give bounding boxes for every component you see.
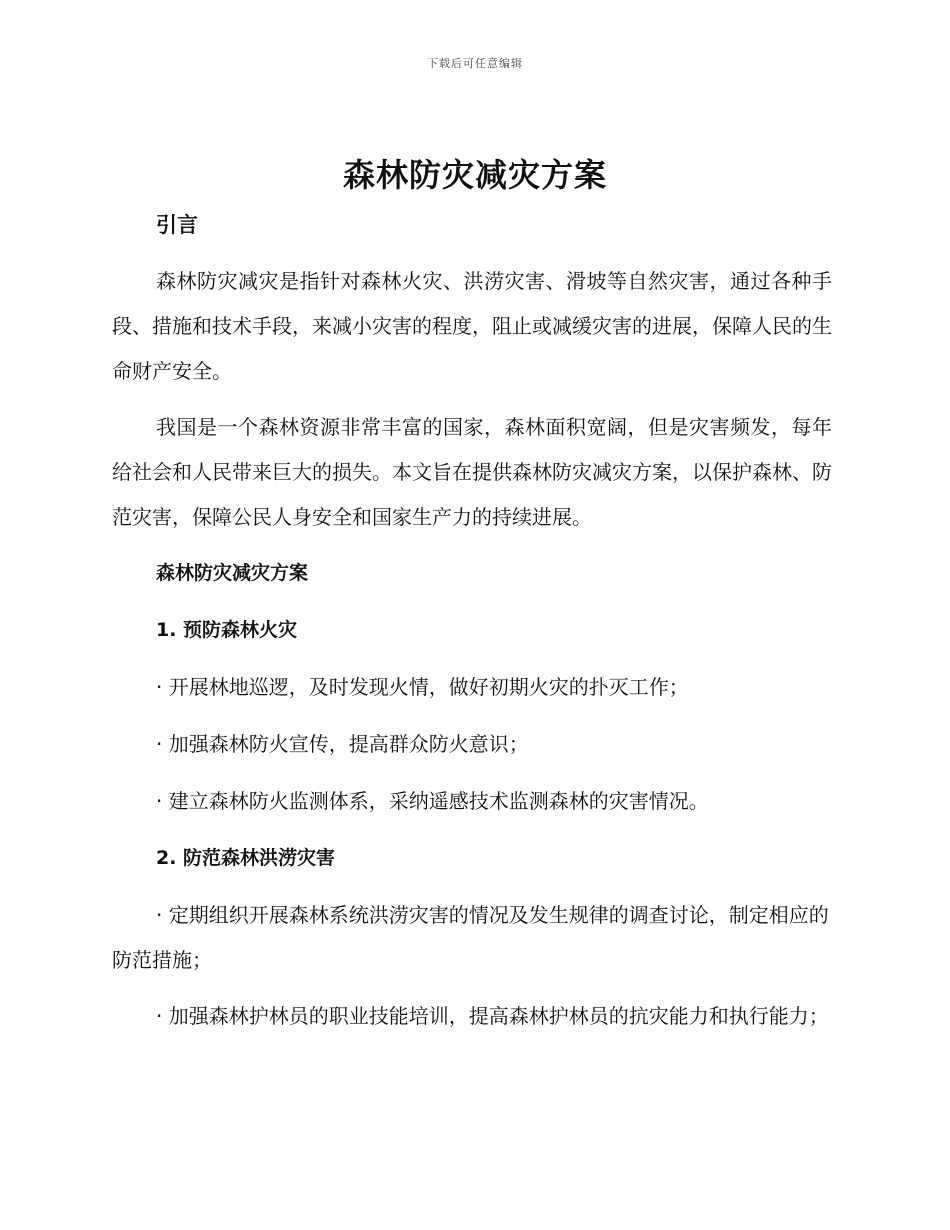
part1-item: · 建立森林防火监测体系，采纳遥感技术监测森林的灾害情况。 (156, 789, 709, 813)
intro-heading: 引言 (156, 213, 198, 237)
intro-paragraph-1: 森林防灾减灾是指针对森林火灾、洪涝灾害、滑坡等自然灾害，通过各种手段、措施和技术手段，来减小灾害的程度，阻止或减缓灾害的进展，保障人民的生命财产安全。 (112, 269, 832, 383)
intro-paragraph-2: 我国是一个森林资源非常丰富的国家，森林面积宽阔，但是灾害频发，每年给社会和人民带来巨大的损失。本文旨在提供森林防灾减灾方案，以保护森林、防范灾害，保障公民人身安全和国家生产力的持续进展。 (112, 415, 832, 529)
part1-item: · 加强森林防火宣传，提高群众防火意识； (156, 732, 529, 756)
header-note: 下载后可任意编辑 (427, 57, 523, 70)
part2-heading: 2. 防范森林洪涝灾害 (156, 847, 336, 869)
document-body (112, 203, 832, 1050)
part2-item: · 定期组织开展森林系统洪涝灾害的情况及发生规律的调查讨论，制定相应的防范措施； (112, 903, 829, 972)
part2-item: · 加强森林护林员的职业技能培训，提高森林护林员的抗灾能力和执行能力； (156, 1004, 829, 1028)
document-title: 森林防灾减灾方案 (342, 156, 607, 194)
part1-heading: 1. 预防森林火灾 (156, 619, 298, 641)
plan-heading: 森林防灾减灾方案 (156, 562, 309, 584)
part1-item: · 开展林地巡逻，及时发现火情，做好初期火灾的扑灭工作； (156, 675, 689, 699)
